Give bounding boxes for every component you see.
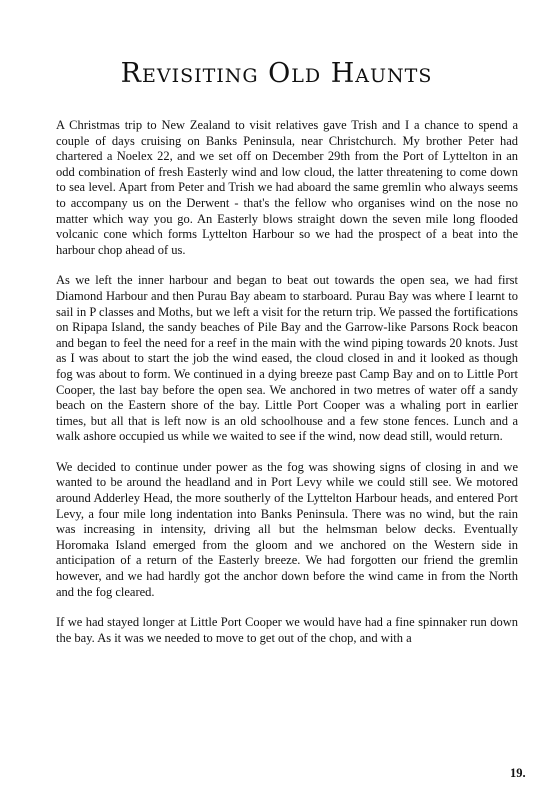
paragraph-3: We decided to continue under power as the fog was showing signs of closing in and we wanted to be around the headland and in Port Levy while we could still see. We motored around Adderley Head, the more southerly of the Lyttelton Harbour heads, and entered Port Levy, a four mile long indentation into Banks Peninsula. There was no wind, but the rain was increasing in intensity, driving all but the helmsman below decks. Eventually Horomaka Island emerged from the gloom and we anchored on the Western side in anticipation of a return of the Easterly breeze. We had forgotten our friend the gremlin however, and we had hardly got the anchor down before the wind came in from the North and the fog cleared.: [56, 459, 518, 599]
paragraph-1: A Christmas trip to New Zealand to visit relatives gave Trish and I a chance to spend a couple of days cruising on Banks Peninsula, near Christchurch. My brother Peter had chartered a Noelex 22, and we set off on December 29th from the Port of Lyttelton in an odd combination of fresh Easterly wind and low cloud, the latter threatening to come down to sea level. Apart from Peter and Trish we had aboard the same gremlin who always seems to accompany us on the Derwent - that's the fellow who organises wind on the nose no matter which way you go. An Easterly blows straight down the seven mile long flooded volcanic cone which forms Lyttelton Harbour so we had the prospect of a beat into the harbour chop ahead of us.: [56, 118, 518, 257]
paragraph-4: If we had stayed longer at Little Port Cooper we would have had a fine spinnaker run down the bay. As it was we needed to move to get out of the chop, and with a: [56, 615, 518, 645]
page-title: Revisiting Old Haunts: [120, 58, 433, 89]
paragraph-2: As we left the inner harbour and began to beat out towards the open sea, we had first Diamond Harbour and then Purau Bay abeam to starboard. Purau Bay was where I learnt to sail in P classes and Moths, but we left a visit for the return trip. We passed the fortifications on Ripapa Island, the sandy beaches of Pile Bay and the Garrow-like Parsons Rock beacon and began to feel the need for a reef in the main with the wind piping towards 20 knots. Just as I was about to start the job the wind eased, the cloud closed in and it looked as though fog was about to form. We continued in a dying breeze past Camp Bay and on to Little Port Cooper, the last bay before the open sea. We anchored in two metres of water off a sandy beach on the Eastern shore of the bay. Little Port Cooper was a whaling port in earlier times, but all that is left now is an old schoolhouse and a few stone fences. Lunch and a walk ashore occupied us while we waited to see if the wind, now dead still, would return.: [56, 273, 518, 444]
article-body: [56, 118, 518, 661]
page-number: 19.: [510, 766, 526, 780]
